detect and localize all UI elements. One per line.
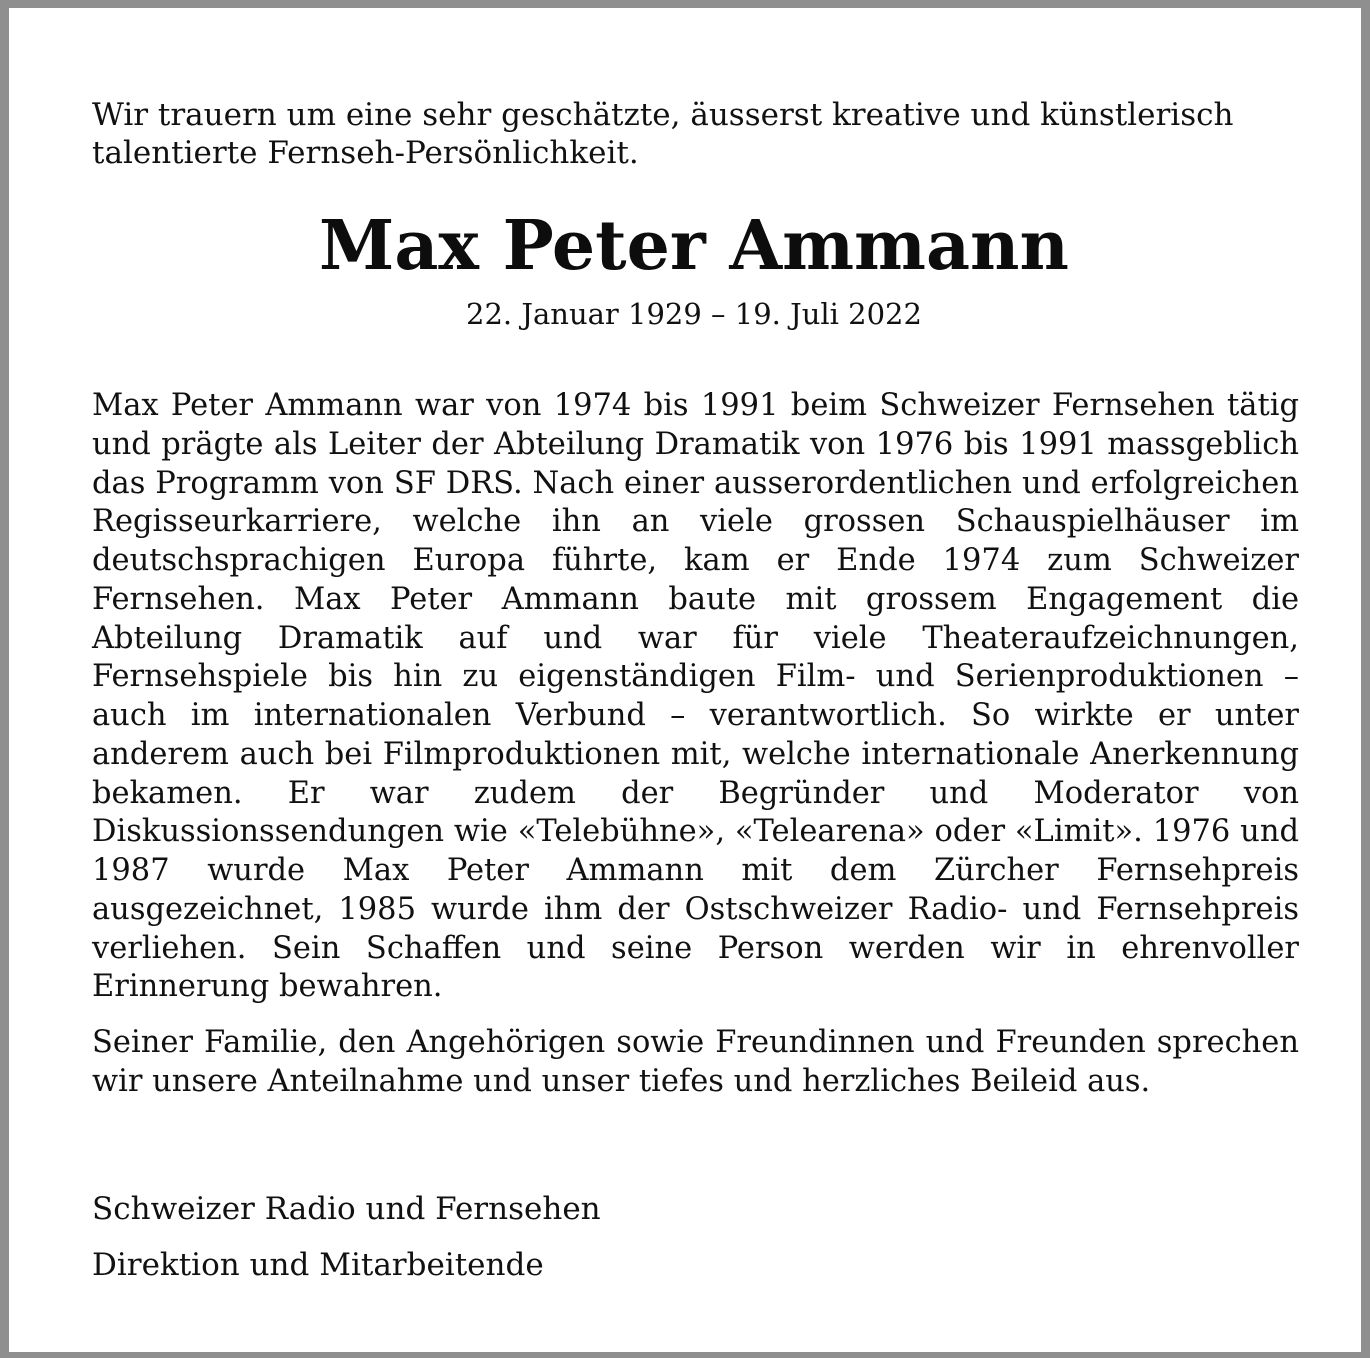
deceased-name: Max Peter Ammann bbox=[319, 206, 1069, 286]
signature-department: Direktion und Mitarbeitende bbox=[92, 1247, 544, 1283]
intro-text: Wir trauern um eine sehr geschätzte, äusserst kreative und künstlerisch talentierte Fernseh-Persönlichkeit. bbox=[92, 97, 1234, 171]
biography-paragraph: Max Peter Ammann war von 1974 bis 1991 beim Schweizer Fernsehen tätig und prägte als Leiter der Abteilung Dramatik von 1976 bis 1991 massgeblich das Programm von SF DRS. Nach einer ausserordentlichen und erfolgreichen Regisseurkarriere, welche ihn an viele grossen Schauspielhäuser im deutschsprachigen Europa führte, kam er Ende 1974 zum Schweizer Fernsehen. Max Peter Ammann baute mit grossem Engagement die Abteilung Dramatik auf und war für viele Theateraufzeichnungen, Fernsehspiele bis hin zu eigenständigen Film- und Serienproduktionen – auch im internationalen Verbund – verantwortlich. So wirkte er unter anderem auch bei Filmproduktionen mit, welche internationale Anerkennung bekamen. Er war zudem der Begründer und Moderator von Diskussionssendungen wie «Telebühne», «Telearena» oder «Limit». 1976 und 1987 wurde Max Peter Ammann mit dem Zürcher Fernsehpreis ausgezeichnet, 1985 wurde ihm der Ostschweizer Radio- und Fernsehpreis verliehen. Sein Schaffen und seine Person werden wir in ehrenvoller Erinnerung bewahren. bbox=[92, 388, 1299, 1005]
life-dates: 22. Januar 1929 – 19. Juli 2022 bbox=[466, 297, 922, 331]
condolence-paragraph: Seiner Familie, den Angehörigen sowie Freundinnen und Freunden sprechen wir unsere Anteilnahme und unser tiefes und herzliches Beileid aus. bbox=[92, 1025, 1299, 1099]
signature-organization: Schweizer Radio und Fernsehen bbox=[92, 1191, 601, 1227]
